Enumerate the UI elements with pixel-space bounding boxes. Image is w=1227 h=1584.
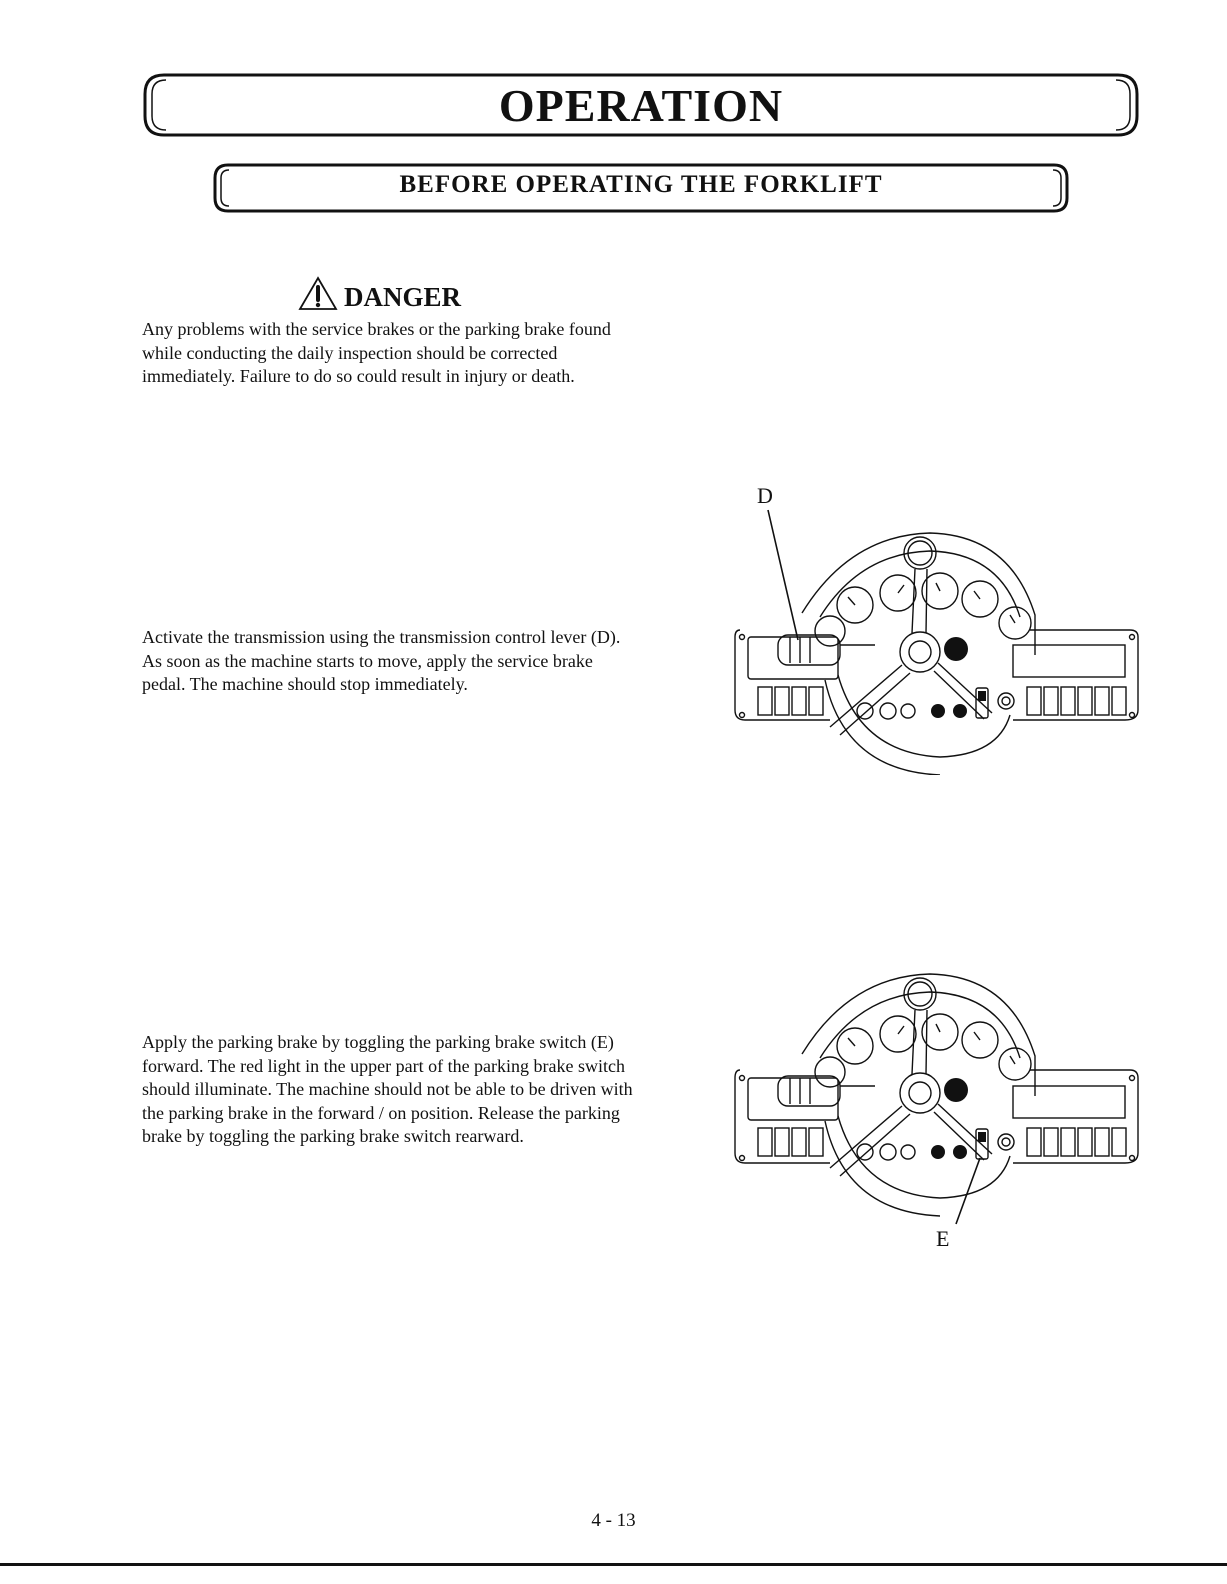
- callout-d: D: [757, 483, 773, 508]
- page-title: OPERATION: [498, 80, 784, 131]
- danger-text: Any problems with the service brakes or the parking brake found while conducting the daily inspection should be corrected immediately. Failure to do so could result in injury or death.: [142, 319, 611, 386]
- danger-heading: [298, 272, 461, 312]
- bottom-rule: [0, 1563, 1227, 1566]
- step-2-text: Apply the parking brake by toggling the parking brake switch (E) forward. The red light in the upper part of the parking brake switch should illuminate. The machine should not be able to be driven with the parking brake in the forward / on position. Release the parking brake by toggling the parking brake switch rearward.: [142, 1032, 633, 1146]
- danger-label: DANGER: [344, 282, 462, 312]
- title-banner: [142, 72, 1140, 138]
- dashboard-diagram-parking-brake-switch: [730, 968, 1150, 1240]
- page-number: 4 - 13: [591, 1510, 636, 1531]
- dashboard-diagram-transmission-lever: [730, 505, 1150, 775]
- section-banner: [212, 162, 1070, 214]
- section-title: BEFORE OPERATING THE FORKLIFT: [399, 171, 883, 198]
- callout-e: E: [936, 1226, 950, 1251]
- step-1-text: Activate the transmission using the transmission control lever (D). As soon as the machine starts to move, apply the service brake pedal. The machine should stop immediately.: [142, 627, 621, 694]
- warning-triangle-icon: [298, 276, 338, 312]
